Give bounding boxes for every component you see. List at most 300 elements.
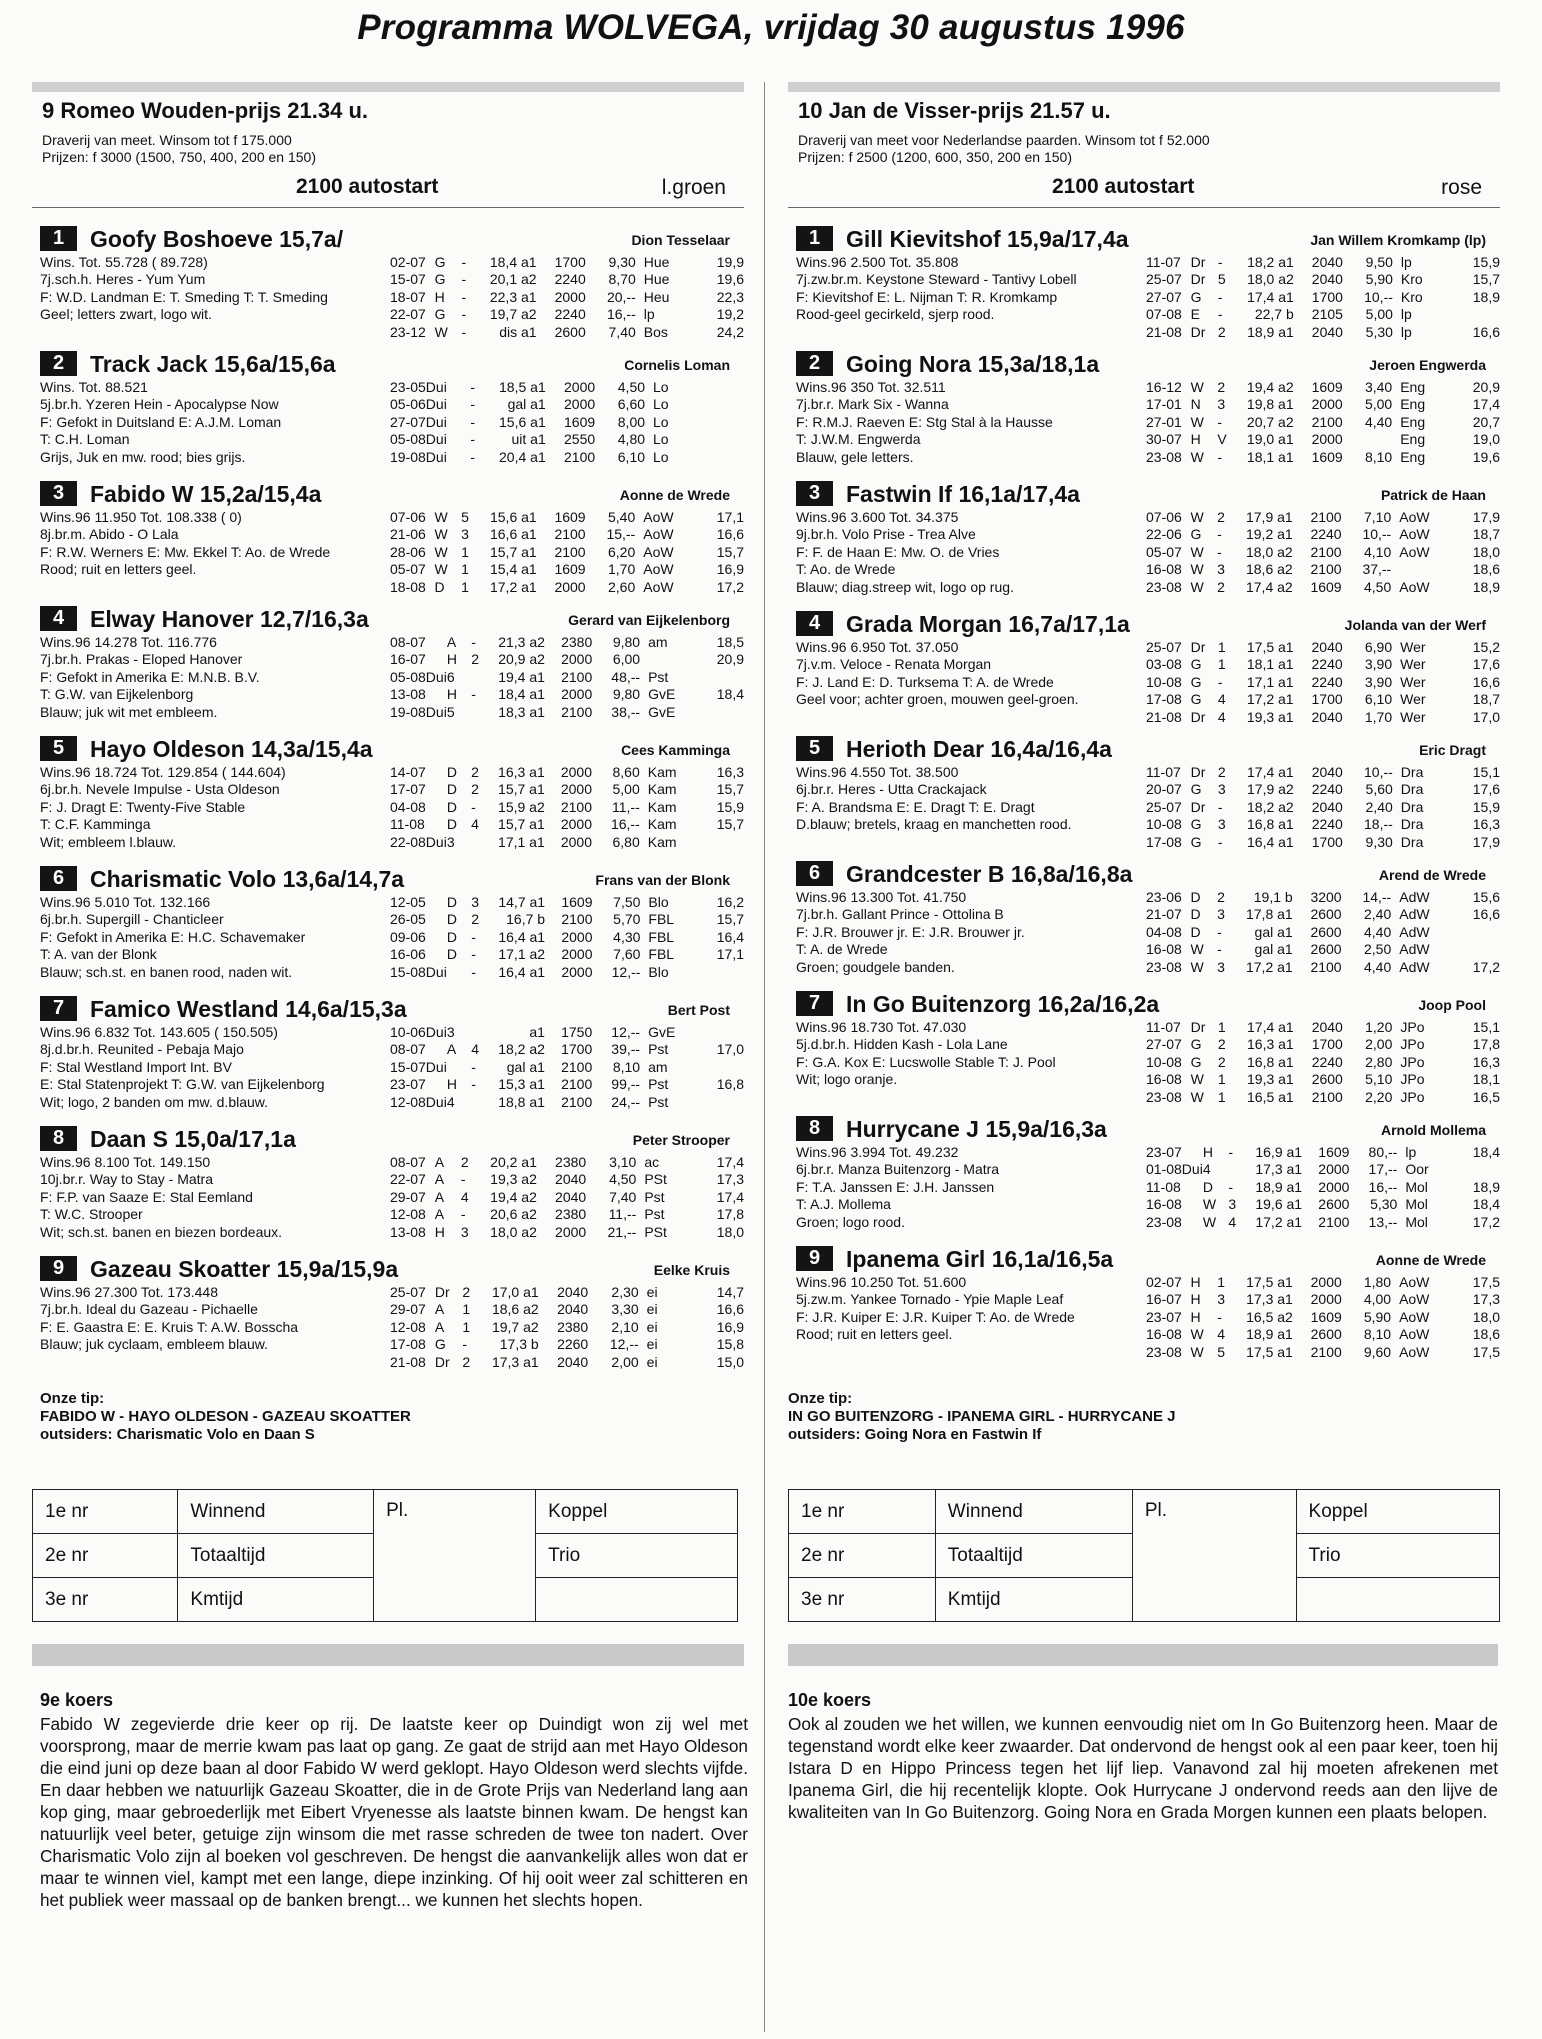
result-row [390, 544, 744, 561]
result-row [390, 929, 744, 946]
result-cell: 4,50 [617, 379, 646, 395]
result-cell: 27-07 [1146, 1036, 1182, 1053]
result-row [1146, 924, 1500, 941]
result-cell: 19,6 [1472, 448, 1500, 465]
result-cell: 18,2 a1 [1247, 254, 1294, 270]
result-cell: - [471, 634, 476, 650]
form-cell-third[interactable]: 3e nr [789, 1578, 936, 1622]
result-cell: 8,60 [612, 764, 640, 780]
result-cell: Lo [653, 431, 669, 448]
result-cell: 3 [446, 833, 455, 850]
result-cell: 08-07 [390, 1154, 426, 1170]
result-cell: 2000 [561, 946, 593, 963]
result-cell: 2040 [557, 1284, 589, 1300]
info-line: Wins.96 11.950 Tot. 108.338 ( 0) [40, 509, 242, 525]
result-cell: 2 [1217, 578, 1225, 595]
result-cell: 5 [1217, 271, 1226, 288]
result-cell: 1609 [1310, 1308, 1342, 1325]
result-cell: AoW [643, 561, 674, 578]
result-cell: Eng [1400, 431, 1426, 448]
result-cell: 18,0 a2 [1245, 543, 1293, 560]
horse-number: 9 [796, 1246, 833, 1271]
result-cell: W [1190, 941, 1204, 958]
info-line: 5j.br.h. Yzeren Hein - Apocalypse Now [40, 396, 279, 413]
result-cell: Dra [1400, 781, 1424, 798]
result-cell: 18,2 a2 [498, 1041, 545, 1058]
result-cell: Pst [644, 1206, 665, 1223]
horse-number: 4 [40, 606, 77, 631]
result-cell: Oor [1405, 1161, 1429, 1178]
result-cell: 19,3 a2 [490, 1171, 537, 1188]
result-cell: 17,4 [1472, 396, 1500, 413]
result-cell: 38,-- [611, 703, 641, 720]
result-cell: 22-06 [1146, 526, 1182, 543]
result-cell: - [1228, 1144, 1233, 1160]
result-cell: 18,6 a2 [1245, 561, 1293, 578]
result-cell: 18,0 [1472, 543, 1500, 560]
result-cell: 18,9 [1472, 578, 1500, 595]
result-cell: 22,3 [716, 288, 744, 305]
result-cell: 17,4 [716, 1154, 744, 1170]
result-cell: - [1217, 1308, 1222, 1325]
info-line: Wins.96 3.600 Tot. 34.375 [796, 509, 959, 525]
race-conditions [798, 132, 1210, 166]
result-cell: Pst [648, 1041, 669, 1058]
result-cell: Dr [1190, 764, 1206, 780]
result-cell: 7,10 [1363, 509, 1392, 525]
result-cell: 20,9 [1472, 379, 1500, 395]
result-cell: 18,0 [1472, 1308, 1500, 1325]
result-cell: 4,10 [1363, 543, 1392, 560]
result-cell: 2,40 [1365, 798, 1393, 815]
form-cell-totaaltijd[interactable]: Totaaltijd [935, 1534, 1132, 1578]
result-cell: 16,3 a1 [498, 764, 545, 780]
result-cell: Dra [1400, 798, 1424, 815]
result-cell: Dr [1190, 708, 1206, 725]
form-cell-second[interactable]: 2e nr [33, 1534, 178, 1578]
condition-line: Prijzen: f 2500 (1200, 600, 350, 200 en 150) [798, 149, 1072, 165]
result-row [1146, 1214, 1500, 1231]
result-cell [447, 431, 471, 448]
result-cell: H [446, 1076, 457, 1093]
info-line: Rood; ruit en letters geel. [796, 1326, 953, 1343]
race-column-10 [788, 82, 1500, 1361]
result-row [1146, 324, 1500, 341]
result-cell: 1609 [564, 413, 596, 430]
result-cell: 16,6 [1472, 673, 1500, 690]
info-line: 7j.zw.br.m. Keystone Steward - Tantivy Lobell [796, 271, 1077, 288]
info-line: T: C.H. Loman [40, 431, 130, 448]
result-row [1146, 1019, 1500, 1036]
result-cell: 3200 [1310, 889, 1342, 905]
result-cell: 10,-- [1362, 526, 1392, 543]
result-cell: W [1190, 543, 1204, 560]
result-cell: AdW [1399, 889, 1430, 905]
result-cell: Eng [1400, 413, 1426, 430]
horse-name: Elway Hanover 12,7/16,3a [90, 606, 369, 632]
result-row [390, 669, 744, 686]
result-row [1146, 306, 1500, 323]
result-cell: 1 [461, 561, 469, 578]
form-cell-trio[interactable]: Trio [536, 1534, 738, 1578]
result-cell: 2100 [1310, 509, 1342, 525]
result-cell: - [461, 306, 467, 323]
result-cell: 2600 [1310, 906, 1342, 923]
result-cell: 2000 [1318, 1161, 1350, 1178]
result-cell: D [446, 946, 457, 963]
result-cell: 3,40 [1364, 379, 1393, 395]
result-cell: 1 [1217, 1274, 1225, 1290]
result-row [1146, 1274, 1500, 1291]
result-cell: 2 [1217, 1036, 1226, 1053]
result-cell: 18,9 [1472, 288, 1500, 305]
result-cell: lp [1400, 254, 1412, 270]
horse-info [40, 1284, 410, 1354]
result-cell [695, 834, 744, 851]
result-row [1146, 639, 1500, 656]
result-cell: 22,3 a1 [489, 288, 537, 305]
result-cell: 19,3 a1 [1247, 1071, 1294, 1088]
form-cell-first[interactable]: 1e nr [789, 1490, 936, 1534]
form-cell-totaaltijd[interactable]: Totaaltijd [178, 1534, 374, 1578]
driver-name: Jolanda van der Werf [1344, 617, 1486, 633]
form-cell-kmtijd[interactable]: Kmtijd [935, 1578, 1132, 1622]
result-cell: 16,4 a1 [498, 963, 546, 980]
result-cell: Wer [1400, 639, 1426, 655]
result-row [390, 1171, 744, 1188]
result-cell: 18,4 [716, 686, 744, 703]
result-cell: - [471, 1058, 476, 1075]
info-line: Wins.96 27.300 Tot. 173.448 [40, 1284, 218, 1300]
result-cell: 15,7 [716, 781, 744, 798]
info-line: F: J.R. Kuiper E: J.R. Kuiper T: Ao. de Wrede [796, 1308, 1075, 1325]
result-row [390, 254, 744, 271]
result-cell: AoW [643, 578, 674, 595]
info-line: Blauw; juk wit met embleem. [40, 703, 218, 720]
result-row [1146, 544, 1500, 561]
result-cell: 15,7 a1 [498, 816, 545, 833]
form-cell-empty[interactable] [536, 1578, 738, 1622]
result-cell: 20,9 a2 [498, 651, 545, 668]
result-cell: W [1190, 1088, 1204, 1105]
result-cell: 17,2 a1 [1255, 1213, 1303, 1230]
info-line: Wins.96 6.950 Tot. 37.050 [796, 639, 959, 655]
result-cell: 3 [460, 1223, 469, 1240]
form-cell-pl[interactable]: Pl. [1132, 1490, 1296, 1622]
result-row [390, 894, 744, 911]
result-row [390, 526, 744, 543]
results-table [390, 894, 744, 981]
horse-number: 7 [796, 991, 833, 1016]
result-cell: G [1190, 673, 1202, 690]
result-cell: 24,-- [611, 1093, 641, 1110]
info-line: F: F.P. van Saaze E: Stal Eemland [40, 1188, 253, 1205]
result-cell: 05-08Dui [390, 431, 447, 448]
result-cell: 19,0 [1472, 431, 1500, 448]
result-cell: G [1190, 526, 1202, 543]
result-cell: 12-05 [390, 894, 426, 910]
result-cell: 18,9 a1 [1247, 323, 1294, 340]
horse-info [796, 639, 1166, 709]
result-cell: 12-08 [390, 1206, 426, 1223]
result-cell: 19,2 a1 [1245, 526, 1293, 543]
horse-header [40, 1254, 744, 1284]
result-cell: 15,9 [716, 798, 744, 815]
info-line: 7j.br.h. Gallant Prince - Ottolina B [796, 906, 1004, 923]
result-cell: 22-07 [390, 306, 426, 323]
result-cell [1343, 431, 1392, 448]
result-cell: 3 [1217, 1291, 1225, 1308]
result-cell: 09-06 [390, 928, 426, 945]
result-cell: Dra [1400, 833, 1424, 850]
result-cell: 3 [1217, 561, 1225, 578]
result-cell: 4 [1202, 1161, 1211, 1178]
tip-text: FABIDO W - HAYO OLDESON - GAZEAU SKOATTER [40, 1408, 411, 1425]
info-line: 6j.br.r. Heres - Utta Crackajack [796, 781, 987, 798]
result-cell: 2040 [555, 1171, 587, 1188]
info-line: Wit; logo oranje. [796, 1071, 898, 1088]
form-cell-winnend[interactable]: Winnend [935, 1490, 1132, 1534]
result-cell: 24,2 [716, 323, 744, 340]
result-cell: 03-08 [1146, 656, 1182, 673]
race-color: rose [1441, 176, 1482, 199]
result-cell: 5,70 [613, 911, 641, 928]
info-line: F: A. Brandsma E: E. Dragt T: E. Dragt [796, 798, 1035, 815]
result-cell: 20,4 a1 [499, 448, 546, 465]
result-cell: G [1190, 656, 1202, 673]
result-cell: - [461, 323, 467, 340]
result-cell: H [1190, 431, 1201, 448]
horse-header [796, 224, 1500, 254]
result-cell: 2,50 [1363, 941, 1392, 958]
form-cell-pl[interactable]: Pl. [374, 1490, 536, 1622]
results-table [390, 379, 744, 466]
result-cell: 2240 [554, 271, 586, 288]
driver-name: Bert Post [667, 1002, 730, 1018]
result-cell: N [1190, 396, 1201, 413]
result-cell: 19,7 a2 [489, 306, 537, 323]
result-cell: 2,00 [1365, 1036, 1393, 1053]
result-cell [471, 704, 492, 721]
result-cell: gal a1 [1254, 941, 1293, 958]
form-cell-koppel[interactable]: Koppel [1296, 1490, 1499, 1534]
form-cell-second[interactable]: 2e nr [789, 1534, 936, 1578]
result-cell: 1 [1217, 656, 1226, 673]
result-cell: 15,1 [1472, 1019, 1500, 1035]
info-line: Rood; ruit en letters geel. [40, 561, 197, 578]
horse-entry [788, 851, 1500, 981]
horse-info [40, 764, 410, 851]
info-line: 8j.d.br.h. Reunited - Pebaja Majo [40, 1041, 244, 1058]
result-cell: am [648, 1058, 668, 1075]
info-line: Wins.96 4.550 Tot. 38.500 [796, 764, 959, 780]
result-cell: 10-08 [1146, 673, 1182, 690]
result-cell: 9,60 [1363, 1343, 1392, 1360]
result-cell: FBL [648, 946, 675, 963]
result-cell: 9,80 [612, 686, 641, 703]
result-cell: 4,40 [1363, 923, 1392, 940]
result-cell: 27-01 [1146, 413, 1182, 430]
info-line: Wit; embleem l.blauw. [40, 833, 177, 850]
result-cell: E [1190, 306, 1200, 323]
result-cell: Lo [653, 379, 669, 395]
result-cell: W [434, 561, 448, 578]
form-cell-third[interactable]: 3e nr [33, 1578, 178, 1622]
result-cell: D [446, 781, 457, 798]
result-cell: W [434, 543, 448, 560]
horse-entry [788, 1106, 1500, 1236]
result-row [1146, 799, 1500, 816]
result-cell [700, 379, 744, 396]
outsiders-text: outsiders: Charismatic Volo en Daan S [40, 1426, 315, 1443]
result-cell: 30-07 [1146, 431, 1182, 448]
result-cell: 2380 [555, 1154, 587, 1170]
result-cell: AoW [1399, 509, 1430, 525]
result-cell: AdW [1399, 906, 1430, 923]
result-cell: G [1190, 816, 1202, 833]
result-row [1146, 289, 1500, 306]
result-cell: 1 [1217, 1019, 1226, 1035]
result-cell: Lo [653, 448, 669, 465]
result-cell: 2000 [564, 396, 596, 413]
result-cell: 37,-- [1362, 561, 1392, 578]
result-cell [695, 1094, 744, 1111]
result-cell: 17,3 [1472, 1291, 1500, 1308]
result-cell: G [434, 254, 446, 270]
result-row [1146, 1291, 1500, 1308]
horse-entry [788, 981, 1500, 1106]
condition-line: Prijzen: f 3000 (1500, 750, 400, 200 en 150) [42, 149, 316, 165]
result-cell: W [1190, 1326, 1204, 1343]
result-cell: 2100 [1318, 1213, 1350, 1230]
commentary-title: 10e koers [788, 1690, 872, 1710]
result-cell [1449, 306, 1500, 323]
result-cell: 1700 [1311, 1036, 1343, 1053]
result-cell: 18,0 a2 [1247, 271, 1294, 288]
result-cell: D [446, 798, 457, 815]
horse-info [796, 889, 1166, 976]
result-cell: 2 [1217, 323, 1226, 340]
result-cell: 16,8 a1 [1247, 1053, 1294, 1070]
info-line: T: G.W. van Eijkelenborg [40, 686, 194, 703]
horse-number: 4 [796, 611, 833, 636]
result-row [390, 1284, 744, 1301]
horse-name: Gill Kievitshof 15,9a/17,4a [846, 226, 1129, 252]
result-cell: 2000 [1310, 1291, 1342, 1308]
result-cell: 10-08 [1146, 1053, 1182, 1070]
result-cell: 17,2 a1 [1245, 958, 1293, 975]
horse-name: Ipanema Girl 16,1a/16,5a [846, 1246, 1114, 1272]
result-cell: 19-08Dui [390, 703, 447, 720]
info-line: 7j.br.h. Prakas - Eloped Hanover [40, 651, 243, 668]
result-cell: 16-07 [1146, 1291, 1182, 1308]
tips-block [788, 1390, 1176, 1444]
result-cell: ei [646, 1336, 658, 1353]
driver-name: Cees Kamminga [621, 742, 730, 758]
result-cell: Dr [434, 1353, 450, 1370]
result-row [1146, 781, 1500, 798]
result-cell: 2040 [1311, 323, 1343, 340]
result-cell: JPo [1400, 1088, 1425, 1105]
result-cell: G [1190, 691, 1202, 708]
result-cell: 2,40 [1363, 906, 1392, 923]
info-line: Blauw, gele letters. [796, 448, 914, 465]
result-cell: 22-07 [390, 1171, 426, 1188]
result-cell: 17-01 [1146, 396, 1182, 413]
result-cell: 25-07 [1146, 639, 1182, 655]
result-cell: 21-08 [390, 1353, 426, 1370]
result-cell: 6,20 [607, 543, 636, 560]
result-cell: ac [644, 1154, 660, 1170]
result-cell [695, 669, 744, 686]
form-cell-empty[interactable] [1296, 1578, 1499, 1622]
result-cell: Dr [1190, 271, 1206, 288]
result-cell: 17,1 a2 [498, 946, 546, 963]
result-cell: 1 [461, 543, 469, 560]
result-cell: 25-07 [1146, 271, 1182, 288]
result-cell: 8,10 [1364, 448, 1393, 465]
result-row [1146, 1344, 1500, 1361]
result-cell: 2260 [557, 1336, 589, 1353]
results-table [1146, 1019, 1500, 1106]
result-cell: 3,10 [609, 1154, 637, 1170]
result-cell: W [1190, 413, 1204, 430]
result-row [1146, 709, 1500, 726]
form-cell-first[interactable]: 1e nr [33, 1490, 178, 1534]
race-column-9 [32, 82, 744, 1371]
result-cell: 05-07 [390, 561, 426, 578]
form-cell-trio[interactable]: Trio [1296, 1534, 1499, 1578]
horse-name: Fastwin If 16,1a/17,4a [846, 481, 1080, 507]
result-cell: - [470, 431, 476, 448]
result-cell: W [1190, 448, 1204, 465]
info-line: F: Gefokt in Amerika E: M.N.B. B.V. [40, 668, 260, 685]
form-cell-winnend[interactable]: Winnend [178, 1490, 374, 1534]
result-cell: D [446, 928, 457, 945]
horse-name: Charismatic Volo 13,6a/14,7a [90, 866, 405, 892]
form-cell-kmtijd[interactable]: Kmtijd [178, 1578, 374, 1622]
result-row [390, 834, 744, 851]
result-cell: 29-07 [390, 1301, 426, 1318]
result-cell: uit a1 [511, 431, 546, 448]
result-row [390, 1024, 744, 1041]
form-cell-koppel[interactable]: Koppel [536, 1490, 738, 1534]
result-cell [695, 1059, 744, 1076]
info-line: T: A. de Wrede [796, 941, 888, 958]
result-cell: G [1190, 781, 1202, 798]
result-cell: 3 [1217, 816, 1226, 833]
result-cell: 1700 [1311, 833, 1343, 850]
result-cell: 15,7 [716, 543, 744, 560]
result-cell: 3 [1217, 906, 1225, 923]
result-cell: G [434, 271, 446, 288]
result-cell: 2040 [1311, 254, 1343, 270]
result-cell: 2040 [1311, 639, 1343, 655]
horse-entry [32, 986, 744, 1116]
result-cell: Dr [434, 1284, 450, 1300]
info-line: Wit; sch.st. banen en biezen bordeaux. [40, 1223, 283, 1240]
result-row [390, 1206, 744, 1223]
result-cell: 19,1 b [1253, 889, 1293, 905]
info-line: 5j.d.br.h. Hidden Kash - Lola Lane [796, 1036, 1008, 1053]
horse-name: In Go Buitenzorg 16,2a/16,2a [846, 991, 1160, 1017]
result-cell: 19,4 a2 [490, 1188, 537, 1205]
result-cell: Kam [647, 781, 677, 798]
result-cell: 2,80 [1365, 1053, 1393, 1070]
result-cell: 16,9 a1 [1255, 1144, 1303, 1160]
result-row [390, 271, 744, 288]
result-cell: 2240 [1310, 526, 1342, 543]
